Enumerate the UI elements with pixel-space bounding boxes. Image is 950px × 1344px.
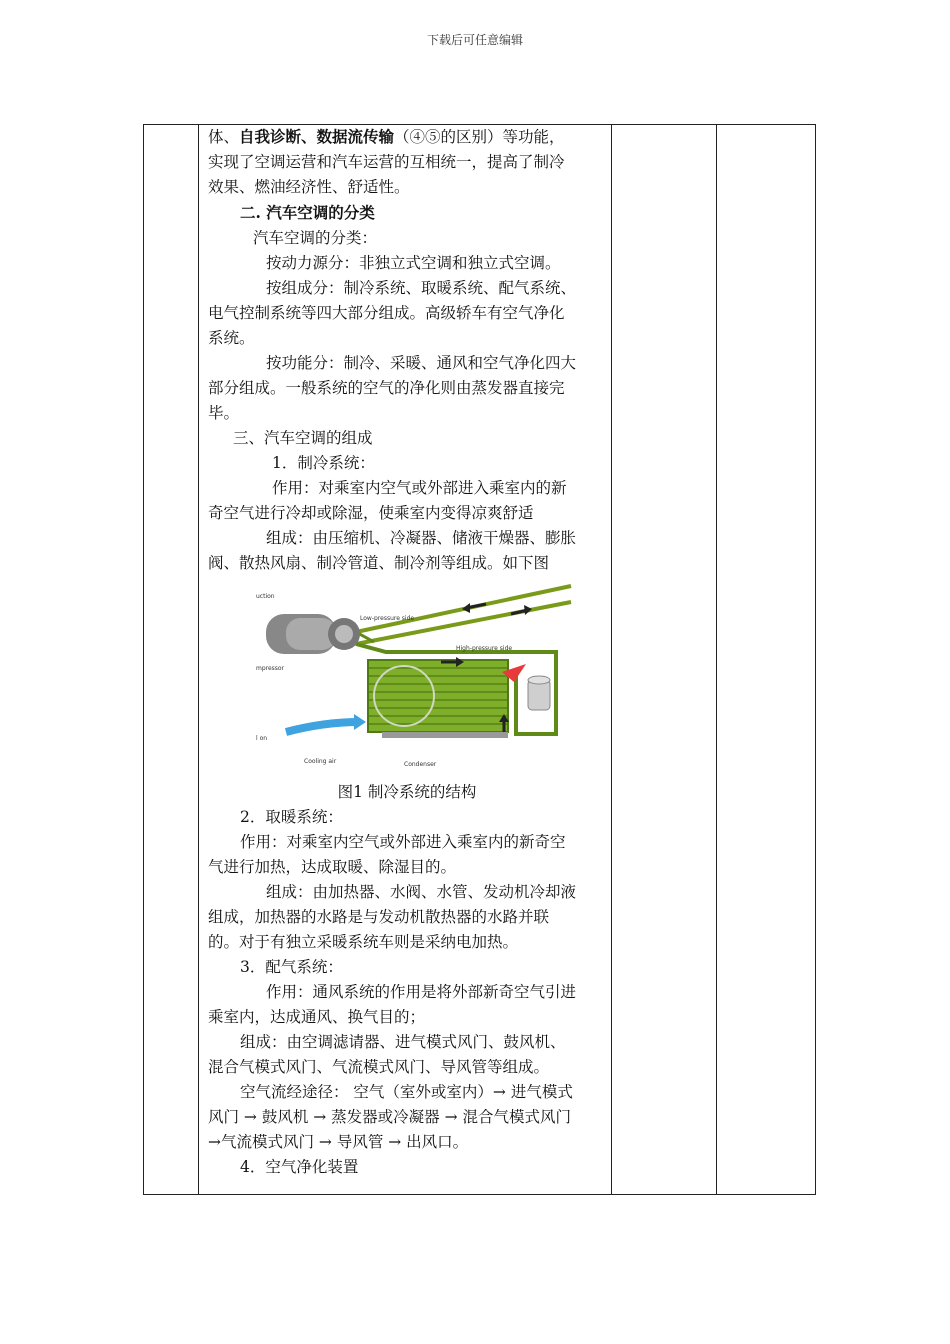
- on-label: l on: [256, 735, 268, 742]
- figure-caption: 图1 制冷系统的结构: [337, 783, 477, 801]
- section-2-title: 二. 汽车空调的分类: [240, 203, 375, 222]
- airflow-path: 空气流经途径： 空气（室外或室内）→ 进气模式: [240, 1083, 573, 1101]
- low-pressure-label: Low-pressure side: [360, 615, 415, 622]
- classify-composition-cont: 电气控制系统等四大部分组成。高级轿车有空气净化: [208, 304, 565, 322]
- purification-title: 4．空气净化装置: [240, 1158, 359, 1176]
- page-header: 下载后可任意编辑: [426, 33, 523, 47]
- heating-composition: 组成：由加热器、水阀、水管、发动机冷却液: [266, 883, 577, 901]
- table-column-divider: [611, 125, 612, 1194]
- intro-line-2: 实现了空调运营和汽车运营的互相统一，提高了制冷: [208, 153, 565, 171]
- refrigeration-composition: 组成：由压缩机、冷凝器、储液干燥器、膨胀: [266, 529, 577, 547]
- classify-function-end: 毕。: [208, 404, 240, 422]
- high-pressure-label: High-pressure side: [456, 645, 513, 652]
- table-column-divider: [716, 125, 717, 1194]
- classify-composition: 按组成分：制冷系统、取暖系统、配气系统、: [266, 279, 577, 297]
- heating-function-cont: 气进行加热，达成取暖、除湿目的。: [208, 858, 457, 876]
- section-3-title: 三、汽车空调的组成: [233, 429, 373, 447]
- suction-label: uction: [256, 593, 275, 600]
- ventilation-composition: 组成：由空调滤请器、进气模式风门、鼓风机、: [240, 1033, 566, 1051]
- heating-composition-end: 的。对于有独立采暖系统车则是采纳电加热。: [208, 933, 519, 951]
- refrigeration-function: 作用：对乘室内空气或外部进入乘室内的新: [272, 479, 567, 497]
- refrigeration-title: 1．制冷系统：: [272, 454, 375, 472]
- condenser-label: Condenser: [404, 761, 437, 768]
- refrigeration-diagram-svg: [256, 584, 586, 774]
- refrigeration-diagram: [256, 584, 586, 774]
- cooling-air-label: Cooling air: [304, 758, 337, 765]
- table-column-divider: [198, 125, 199, 1194]
- ventilation-function-cont: 乘室内，达成通风、换气目的；: [208, 1008, 426, 1026]
- classify-composition-end: 系统。: [208, 329, 255, 347]
- content-cell: [208, 124, 606, 1180]
- heating-title: 2．取暖系统：: [240, 808, 343, 826]
- ventilation-composition-cont: 混合气模式风门、气流模式风门、导风管等组成。: [208, 1058, 550, 1076]
- airflow-path-cont: 风门 → 鼓风机 → 蒸发器或冷凝器 → 混合气模式风门: [208, 1108, 572, 1126]
- heating-composition-cont: 组成，加热器的水路是与发动机散热器的水路并联: [208, 908, 550, 926]
- classify-function-cont: 部分组成。一般系统的空气的净化则由蒸发器直接完: [208, 379, 565, 397]
- intro-line-1: 体、自我诊断、数据流传输（④⑤的区别）等功能，: [208, 127, 565, 146]
- classify-function: 按功能分：制冷、采暖、通风和空气净化四大: [266, 354, 577, 372]
- ventilation-function: 作用：通风系统的作用是将外部新奇空气引进: [266, 983, 577, 1001]
- refrigeration-function-cont: 奇空气进行冷却或除湿，使乘室内变得凉爽舒适: [208, 504, 534, 522]
- airflow-path-end: →气流模式风门 → 导风管 → 出风口。: [208, 1133, 469, 1151]
- section-2-lead: 汽车空调的分类：: [253, 229, 378, 247]
- compressor-label: mpressor: [256, 665, 285, 672]
- heating-function: 作用：对乘室内空气或外部进入乘室内的新奇空: [240, 833, 566, 851]
- classify-power: 按动力源分：非独立式空调和独立式空调。: [266, 254, 561, 272]
- ventilation-title: 3．配气系统：: [240, 958, 343, 976]
- refrigeration-composition-cont: 阀、散热风扇、制冷管道、制冷剂等组成。如下图: [208, 554, 550, 572]
- intro-line-3: 效果、燃油经济性、舒适性。: [208, 178, 410, 196]
